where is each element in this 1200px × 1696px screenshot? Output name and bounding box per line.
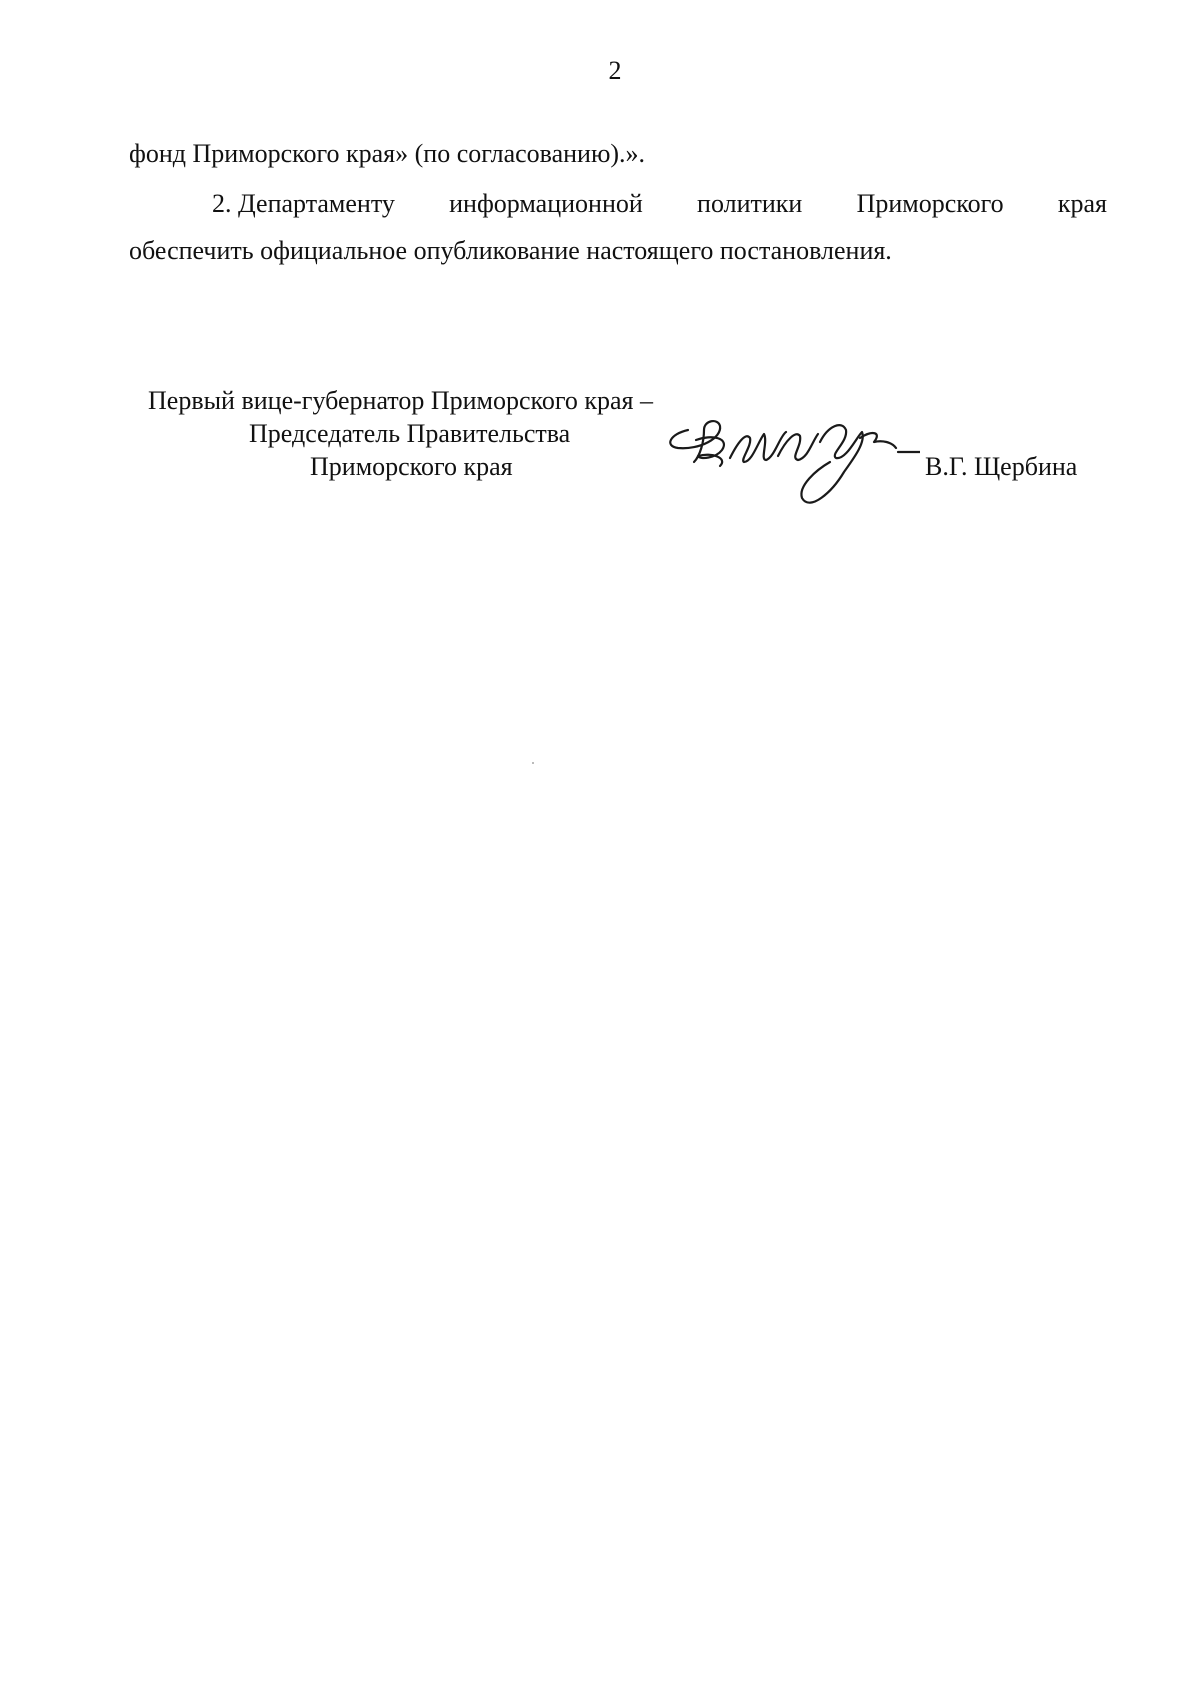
signatory-title-block [148,384,708,483]
handwritten-signature [660,412,920,522]
item-2-number: 2. Департаменту [212,189,395,218]
page-number: 2 [608,56,622,85]
signature-stroke [801,425,862,503]
signatory-title-line-1: Первый вице-губернатор Приморского края – [148,386,653,415]
signature-stroke [778,434,818,460]
signer-name: В.Г. Щербина [925,452,1078,481]
paragraph-continuation: фонд Приморского края» (по согласованию).». [129,139,646,168]
signature-stroke [730,432,786,462]
signatory-title-line-3: Приморского края [310,452,513,481]
signatory-title-line-2: Председатель Правительства [249,419,571,448]
item-2-line-2: обеспечить официальное опубликование настоящего постановления. [129,236,892,265]
signature-stroke [860,433,896,448]
item-2-line-1 [129,189,1107,219]
item-2-word: политики [697,189,803,218]
item-2-word: Приморского [856,189,1004,218]
item-2-word: края [1057,189,1107,218]
scan-artifact-dot [532,762,534,764]
item-2-word: информационной [449,189,643,218]
